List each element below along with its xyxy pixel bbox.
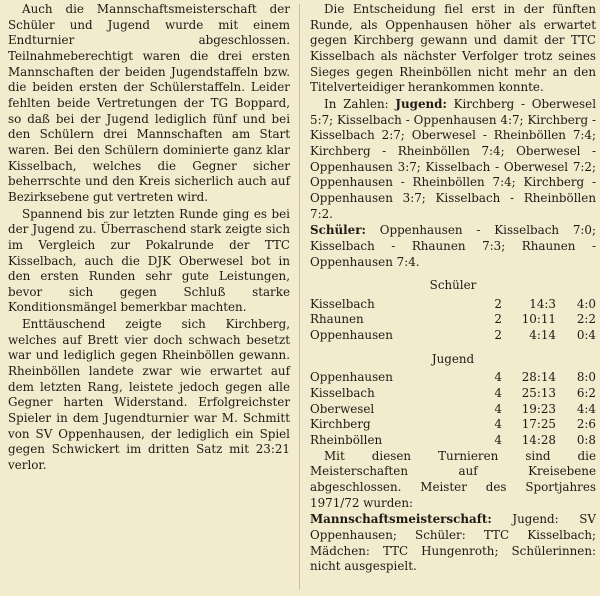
sets-cell: 17:25 <box>521 417 556 432</box>
paragraph-closing: Mit diesen Turnieren sind die Meisterschaften auf Kreisebene abgeschlossen. Meister des Sportjahres 1971/72 wurden: <box>310 448 596 510</box>
left-column <box>8 2 290 475</box>
paragraph-schueler-results <box>310 223 596 270</box>
table-row <box>310 328 596 344</box>
table-row <box>310 370 596 386</box>
table-row <box>310 386 596 402</box>
champions-text: Jugend: SV Oppenhausen; Schüler: TTC Kisselbach; Mädchen: TTC Hungenroth; Schülerinnen: nicht ausgespielt. <box>310 512 596 574</box>
team-cell: Kisselbach <box>310 296 375 311</box>
paragraph-jugend-tension: Spannend bis zur letzten Runde ging es bei der Jugend zu. Überraschend stark zeigte sich im Vergleich zur Pokalrunde der TTC Kisselbach, auch die DJK Oberwesel bot in den ersten Runden sehr gute Leistungen, bevor sich gegen Schluß starke Konditionsmängel bemerkbar machten. <box>8 206 290 315</box>
team-cell: Kirchberg <box>310 417 371 432</box>
results-schueler-text: Oppenhausen - Kisselbach 7:0; Kisselbach - Rhaunen 7:3; Rhaunen - Oppenhausen 7:4. <box>310 223 596 269</box>
games-cell: 2 <box>494 296 502 311</box>
sets-cell: 19:23 <box>521 401 556 416</box>
results-prefix: In Zahlen: <box>324 96 389 111</box>
table-row <box>310 417 596 433</box>
games-cell: 4 <box>494 370 502 385</box>
sets-cell: 10:11 <box>521 312 556 327</box>
games-cell: 2 <box>494 328 502 343</box>
team-cell: Rheinböllen <box>310 433 383 448</box>
paragraph-results <box>310 97 596 222</box>
sets-cell: 14:28 <box>521 433 556 448</box>
table-row <box>310 433 596 449</box>
points-cell: 4:0 <box>576 296 596 311</box>
results-jugend-text: Kirchberg - Oberwesel 5:7; Kisselbach - Oppenhausen 4:7; Kirchberg - Kisselbach 2:7; Oberwesel - Rheinböllen 7:4; Kirchberg - Rheinböllen 7:4; Oberwesel - Oppenhausen 3:7; Kisselbach - Oberwesel 7:2; Oppenhausen - Rheinböllen 7:4; Kirchberg - Oppenhausen 3:7; Kisselbach - Rheinböllen 7:2. <box>310 96 597 221</box>
paragraph-decision: Die Entscheidung fiel erst in der fünften Runde, als Oppenhausen höher als erwartet gegen Kirchberg gewann und damit der TTC Kisselbach als nächster Verfolger trotz seines Sieges gegen Rheinböllen nicht mehr an den Titelverteidiger herankommen konnte. <box>310 2 596 95</box>
points-cell: 8:0 <box>576 370 596 385</box>
right-column <box>310 2 596 576</box>
team-cell: Kisselbach <box>310 386 375 401</box>
champions-label: Mannschaftsmeisterschaft: <box>310 512 492 527</box>
team-cell: Oppenhausen <box>310 328 393 343</box>
results-jugend-label: Jugend: <box>395 96 447 111</box>
points-cell: 2:2 <box>576 312 596 327</box>
games-cell: 4 <box>494 433 502 448</box>
sets-cell: 28:14 <box>521 370 556 385</box>
table-row <box>310 297 596 313</box>
points-cell: 6:2 <box>576 386 596 401</box>
paragraph-disappointment: Enttäuschend zeigte sich Kirchberg, welches auf Brett vier doch schwach besetzt war und lediglich gegen Rheinböllen gewann. Rheinböllen landete zwar wie erwartet auf dem letzten Rang, leistete jedoch gegen alle Gegner harten Widerstand. Erfolgreichster Spieler in dem Jugendturnier war M. Schmitt von SV Oppenhausen, der lediglich ein Spiel gegen Schwickert im dritten Satz mit 23:21 verlor. <box>8 317 290 473</box>
table-schueler <box>310 297 596 344</box>
sets-cell: 14:3 <box>529 296 556 311</box>
table-schueler-title: Schüler <box>429 278 477 293</box>
table-jugend <box>310 370 596 448</box>
games-cell: 4 <box>494 401 502 416</box>
paragraph-intro: Auch die Mannschaftsmeisterschaft der Schüler und Jugend wurde mit einem Endturnier abgeschlossen. Teilnahmeberechtigt waren die drei ersten Mannschaften der beiden Jugendstaffeln bzw. die beiden ersten der Schülerstaffeln. Leider fehlten beide Vertretungen der TG Boppard, so daß bei der Jugend lediglich fünf und bei den Schülern drei Mannschaften am Start waren. Bei den Schülern dominierte ganz klar Kisselbach, welches die Gegner sicher beherrschte und den Kreis sicherlich auch auf Bezirksebene gut vertreten wird. <box>8 2 290 204</box>
sets-cell: 25:13 <box>521 386 556 401</box>
paragraph-champions <box>310 512 596 575</box>
table-row <box>310 312 596 328</box>
points-cell: 4:4 <box>576 401 596 416</box>
column-divider <box>299 4 300 590</box>
table-row <box>310 402 596 418</box>
sets-cell: 4:14 <box>529 328 556 343</box>
team-cell: Rhaunen <box>310 312 364 327</box>
team-cell: Oppenhausen <box>310 370 393 385</box>
team-cell: Oberwesel <box>310 401 375 416</box>
results-schueler-label: Schüler: <box>310 223 366 238</box>
table-jugend-title: Jugend <box>431 351 475 366</box>
games-cell: 4 <box>494 417 502 432</box>
points-cell: 0:8 <box>576 433 596 448</box>
points-cell: 2:6 <box>576 417 596 432</box>
points-cell: 0:4 <box>576 328 596 343</box>
games-cell: 2 <box>494 312 502 327</box>
games-cell: 4 <box>494 386 502 401</box>
